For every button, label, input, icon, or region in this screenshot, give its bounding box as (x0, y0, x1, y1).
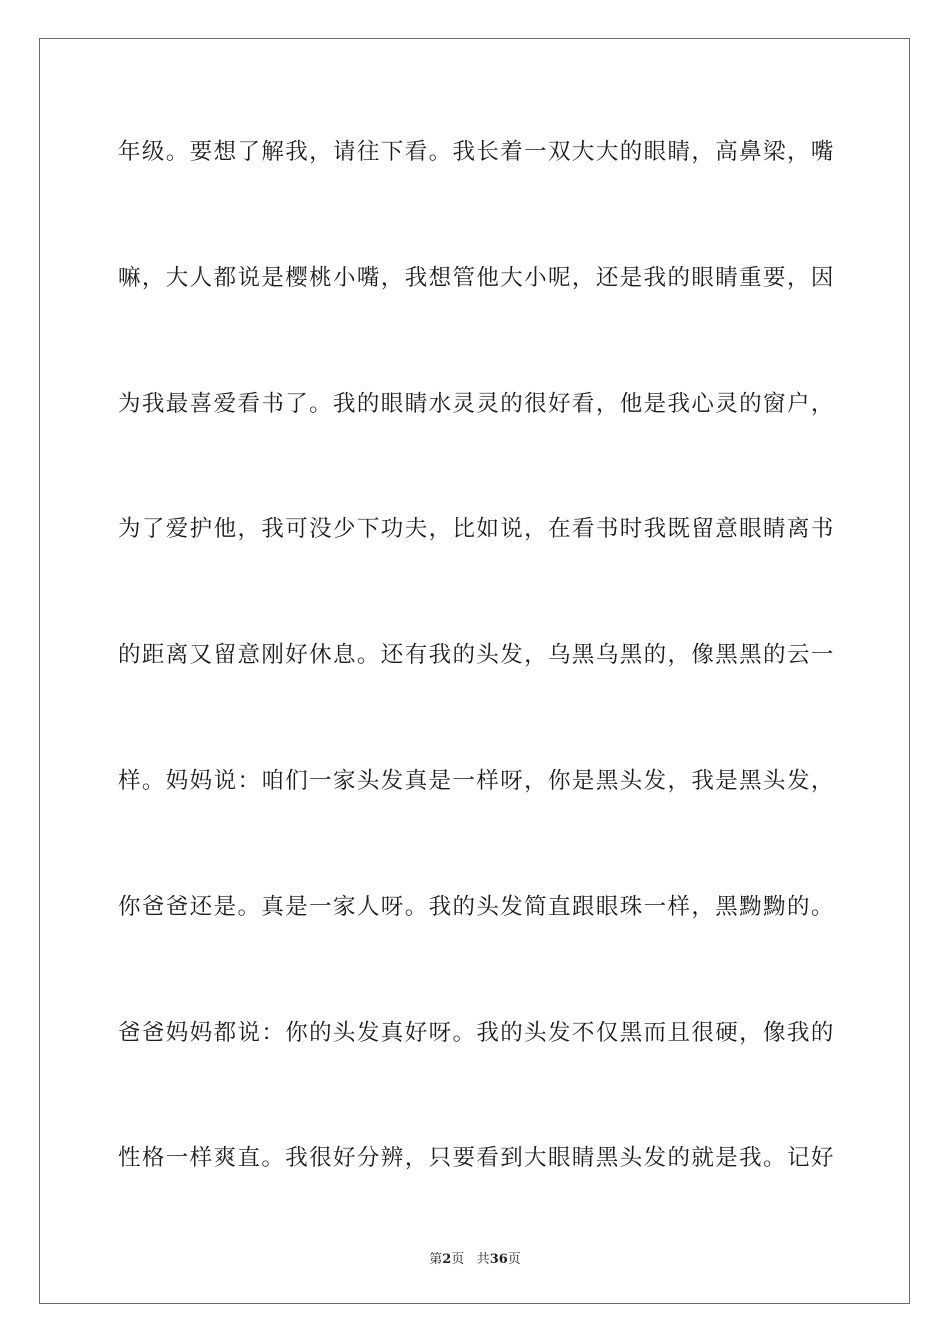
text-line: 的 距 离 又 留 意 刚 好 休 息 。 还 有 我 的 头 发 ， 乌 黑 乌 黑 的 ， 像 黑 黑 的 云 一 (118, 642, 834, 669)
text-line: 为 我 最 喜 爱 看 书 了 。 我 的 眼 睛 水 灵 灵 的 很 好 看 ， 他 是 我 心 灵 的 窗 户 ， (118, 390, 834, 417)
text-line: 嘛 ， 大 人 都 说 是 樱 桃 小 嘴 ， 我 想 管 他 大 小 呢 ， 还 是 我 的 眼 睛 重 要 ， 因 (118, 264, 834, 291)
total-prefix: 共 (476, 1252, 490, 1267)
text-line: 为 了 爱 护 他 ， 我 可 没 少 下 功 夫 ， 比 如 说 ， 在 看 书 时 我 既 留 意 眼 睛 离 书 (118, 516, 834, 543)
text-line: 性 格 一 样 爽 直 。 我 很 好 分 辨 ， 只 要 看 到 大 眼 睛 黑 头 发 的 就 是 我 。 记 好 (118, 1145, 834, 1172)
text-line: 样 。 妈 妈 说 ： 咱 们 一 家 头 发 真 是 一 样 呀 ， 你 是 黑 头 发 ， 我 是 黑 头 发 ， (118, 767, 834, 794)
text-line: 你 爸 爸 还 是 。 真 是 一 家 人 呀 。 我 的 头 发 简 直 跟 眼 珠 一 样 ， 黑 黝 黝 的 。 (118, 893, 834, 920)
text-line: 爸 爸 妈 妈 都 说 ： 你 的 头 发 真 好 呀 。 我 的 头 发 不 仅 黑 而 且 很 硬 ， 像 我 的 (118, 1019, 834, 1046)
document-body (118, 130, 834, 1262)
page-footer (0, 1248, 950, 1267)
page-number: 2 (442, 1252, 452, 1267)
page-suffix: 页 (451, 1252, 465, 1267)
total-suffix: 页 (507, 1252, 521, 1267)
total-pages: 36 (489, 1252, 508, 1267)
page-prefix: 第 (429, 1252, 443, 1267)
text-line: 年 级 。 要 想 了 解 我 ， 请 往 下 看 。 我 长 着 一 双 大 大 的 眼 睛 ， 高 鼻 梁 ， 嘴 (118, 139, 834, 165)
